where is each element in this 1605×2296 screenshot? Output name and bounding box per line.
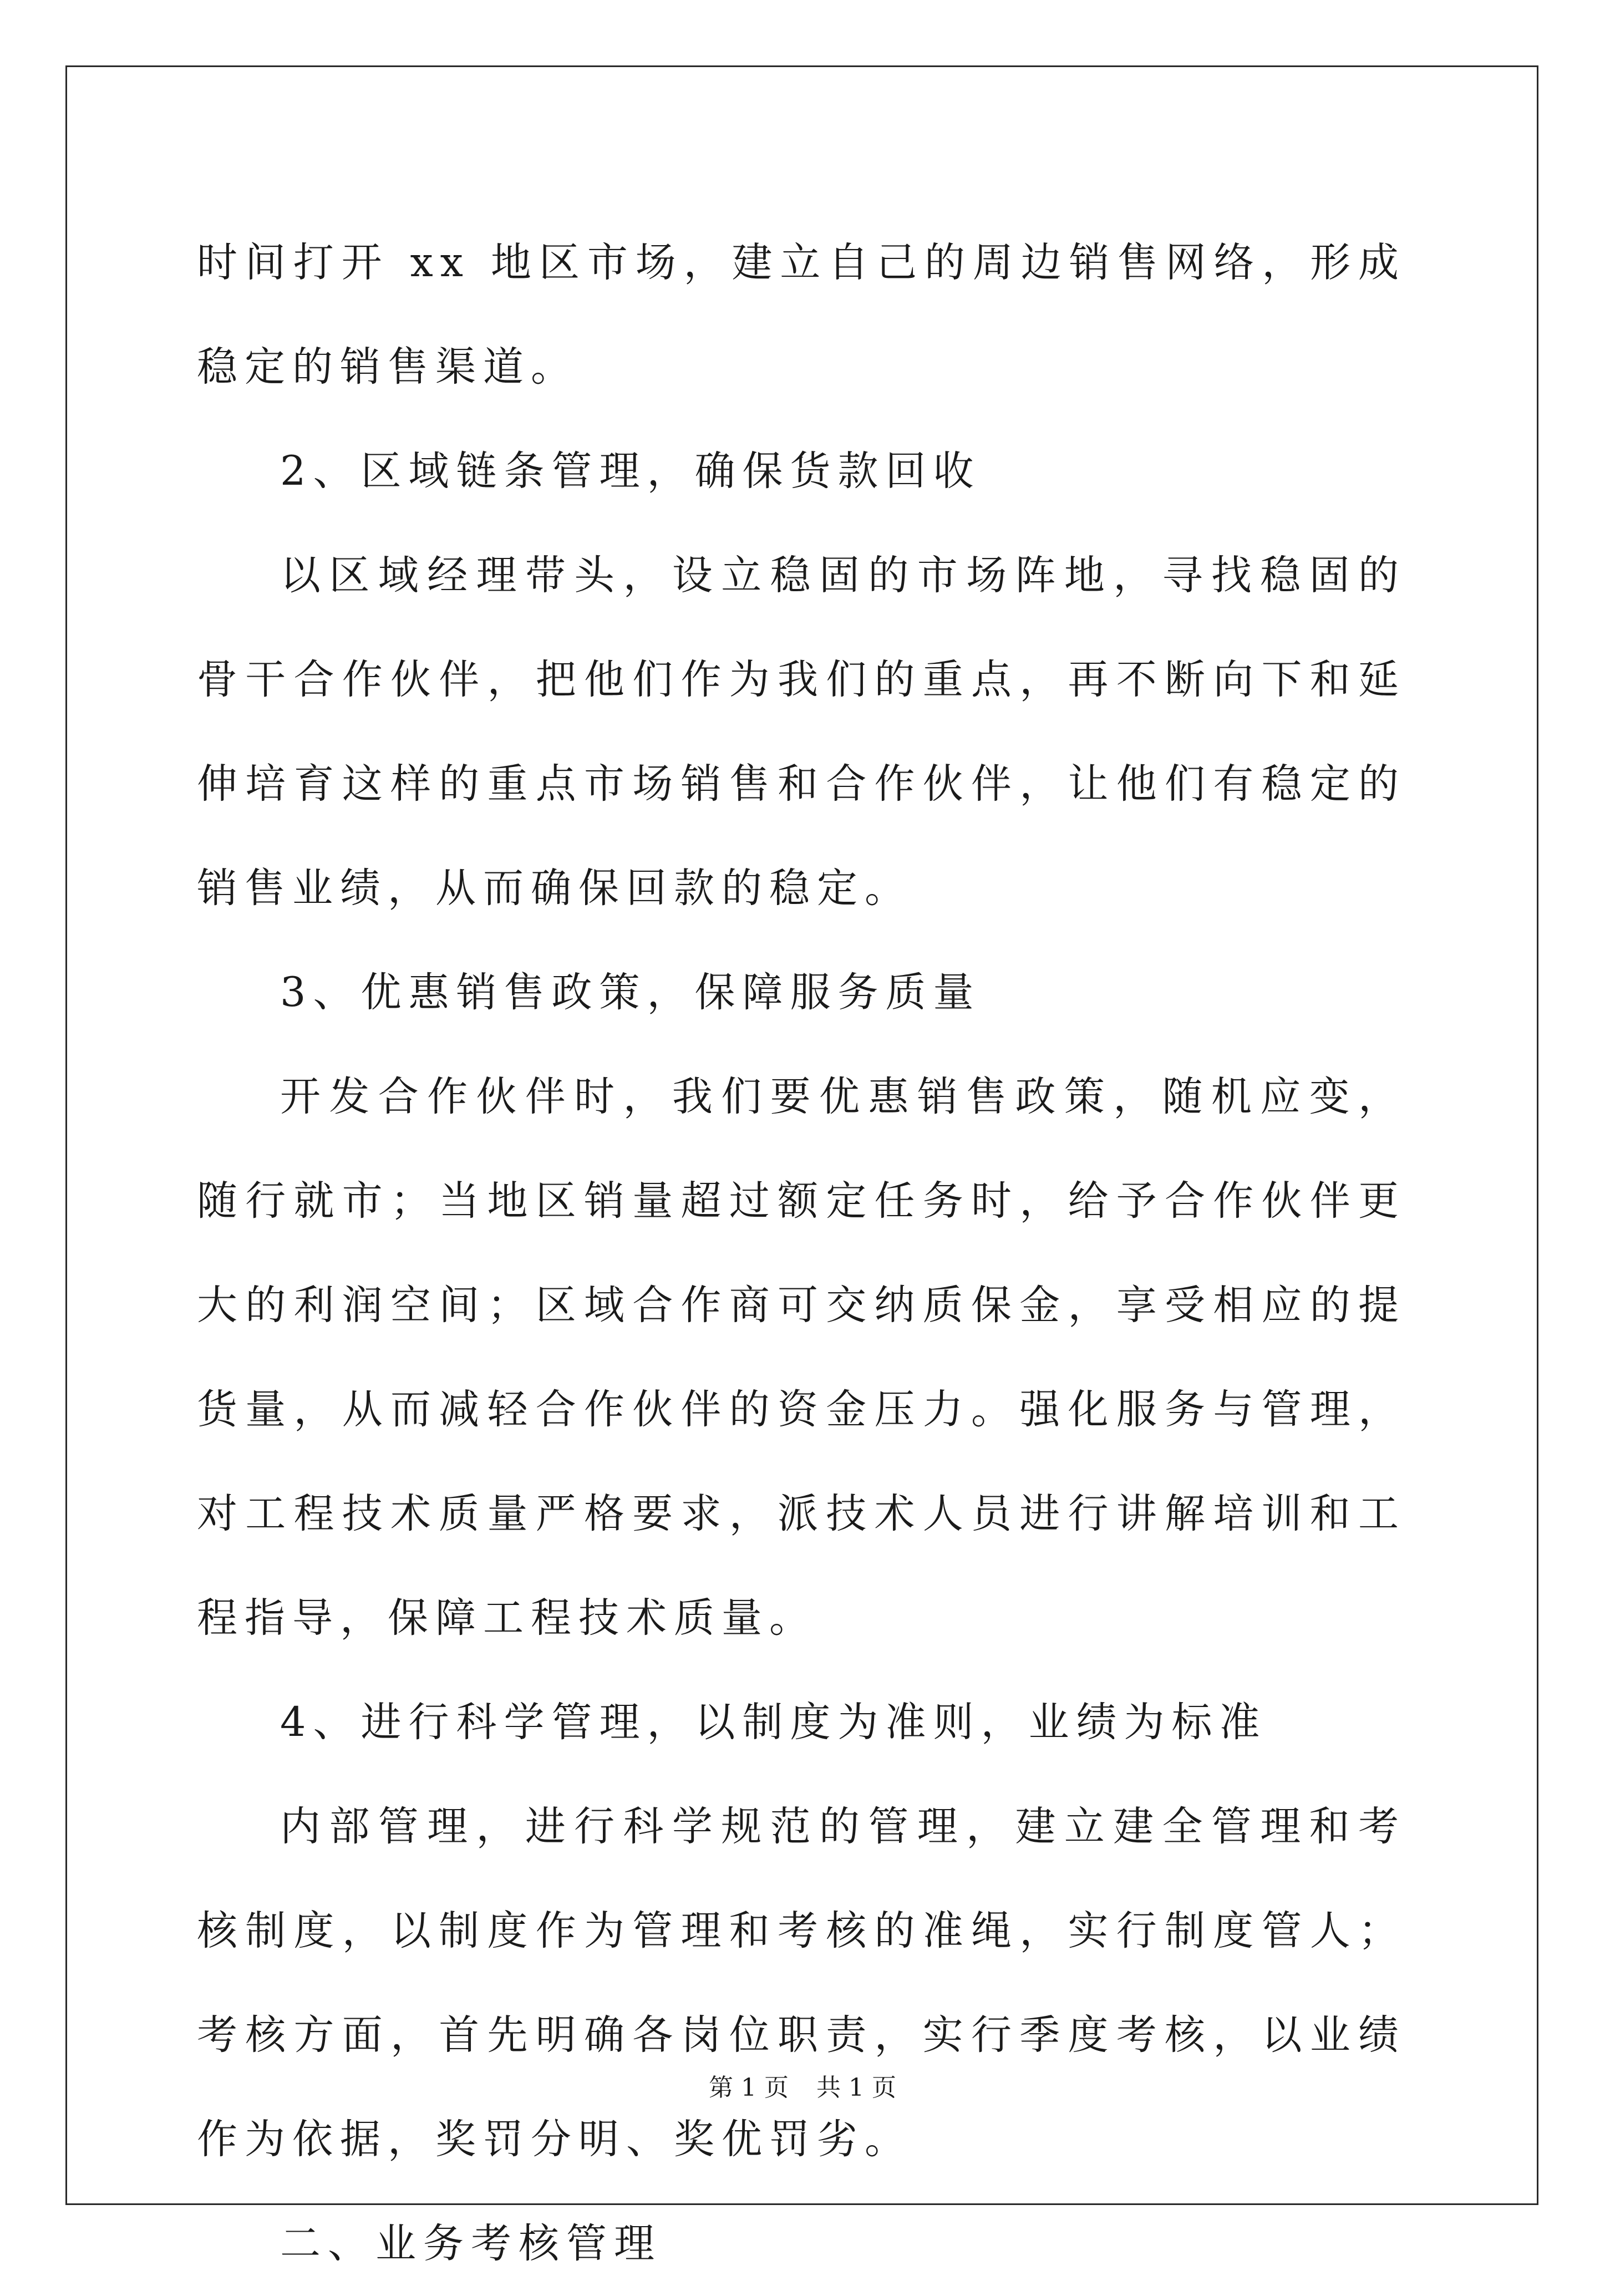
paragraph-market-opening: 时间打开 xx 地区市场，建立自己的周边销售网络，形成稳定的销售渠道。 <box>197 239 1406 390</box>
page-number: 第 1 页 <box>709 2074 789 2102</box>
heading-scientific-management: 4、进行科学管理，以制度为准则，业绩为标准 <box>280 1699 1267 1746</box>
document-body <box>197 211 1406 2296</box>
paragraph-internal-management: 内部管理，进行科学规范的管理，建立建全管理和考核制度，以制度作为管理和考核的准绳，实行制度管人；考核方面，首先明确各岗位职责，实行季度考核，以业绩作为依据，奖罚分明、奖优罚劣。 <box>197 1803 1406 2163</box>
page-footer <box>0 2068 1605 2103</box>
paragraph-regional-manager: 以区域经理带头，设立稳固的市场阵地，寻找稳固的骨干合作伙伴，把他们作为我们的重点，再不断向下和延伸培育这样的重点市场销售和合作伙伴，让他们有稳定的销售业绩，从而确保回款的稳定。 <box>197 552 1406 912</box>
heading-regional-chain-management: 2、区域链条管理，确保货款回收 <box>280 448 981 495</box>
paragraph-partner-development: 开发合作伙伴时，我们要优惠销售政策，随机应变，随行就市；当地区销量超过额定任务时，给予合作伙伴更大的利润空间；区域合作商可交纳质保金，享受相应的提货量，从而减轻合作伙伴的资金压力。强化服务与管理，对工程技术质量严格要求，派技术人员进行讲解培训和工程指导，保障工程技术质量。 <box>197 1073 1406 1642</box>
heading-preferential-sales-policy: 3、优惠销售政策，保障服务质量 <box>280 969 981 1016</box>
heading-business-assessment: 二、业务考核管理 <box>280 2220 662 2267</box>
page-total: 共 1 页 <box>816 2074 896 2102</box>
